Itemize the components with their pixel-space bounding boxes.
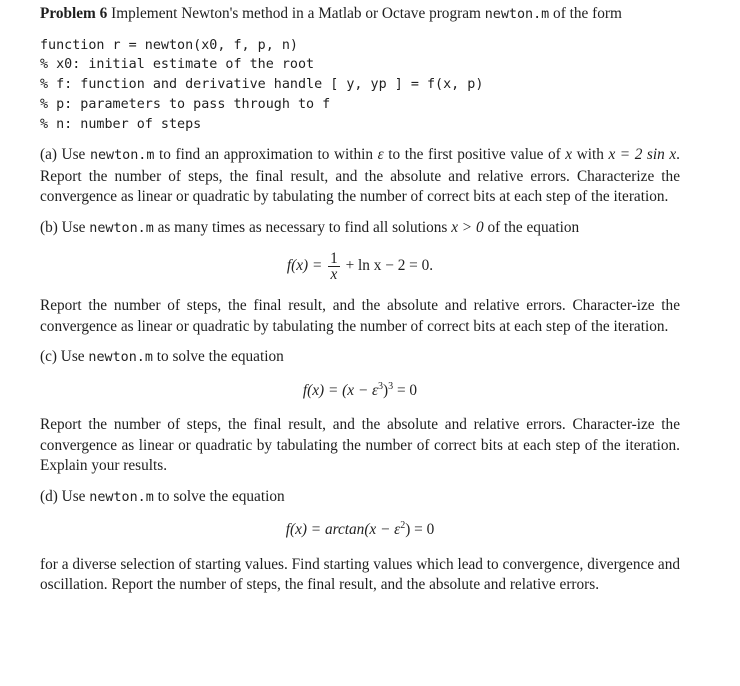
part-a-text: to find an approximation to within [159, 146, 374, 164]
part-d-text: to solve the equation [157, 487, 285, 505]
part-a-text: to the first positive value of [388, 146, 561, 164]
part-c-label: (c) Use [40, 348, 85, 366]
part-c [40, 347, 680, 369]
problem-statement [40, 4, 680, 26]
part-c-text: to solve the equation [156, 348, 284, 366]
part-a-text: with [576, 146, 604, 164]
part-a-filename: newton.m [89, 148, 155, 164]
variable-x: x [565, 146, 573, 164]
exponent: 3 [388, 380, 394, 392]
part-b-filename: newton.m [89, 220, 154, 236]
part-c-instructions: Report the number of steps, the final result, and the absolute and relative errors. Character-ize the convergence as linear or quadratic by tabulating the number of correct bits at each step of the iteration. Explain your results. [40, 416, 680, 475]
part-a-label: (a) Use [40, 146, 86, 164]
part-d-label: (d) Use [40, 487, 86, 505]
equation-lhs: f(x) = [286, 257, 323, 275]
code-line: % p: parameters to pass through to f [40, 96, 331, 112]
problem-intro-tail: of the form [553, 5, 622, 22]
equation-part: = 0 [393, 381, 418, 399]
equation-part: ) [383, 381, 389, 399]
part-c-filename: newton.m [88, 350, 153, 366]
part-b-text: of the equation [487, 218, 580, 236]
part-b-equation [40, 251, 680, 282]
part-a [40, 145, 680, 208]
part-c-equation [40, 381, 680, 402]
problem-document [40, 4, 680, 596]
part-a-instructions: . Report the number of steps, the final result, and the absolute and relative errors. Characterize the convergence as linear or quadratic by tabulating the number of correct bits at each step of the iteration. [40, 146, 680, 206]
part-d-equation [40, 520, 680, 541]
part-b [40, 218, 680, 240]
code-line: function r = newton(x0, f, p, n) [40, 37, 298, 53]
part-d [40, 487, 680, 509]
exponent: 2 [400, 520, 406, 532]
code-line: % f: function and derivative handle [ y, yp ] = f(x, p) [40, 77, 484, 93]
equation-part: f(x) = arctan(x − ε [285, 521, 401, 539]
equation-part: f(x) = (x − ε [302, 381, 379, 399]
part-b-condition: x > 0 [451, 218, 484, 236]
part-b-text: as many times as necessary to find all solutions [157, 218, 448, 236]
epsilon-symbol: ε [377, 146, 384, 164]
part-b-instructions: Report the number of steps, the final result, and the absolute and relative errors. Character-ize the convergence as linear or quadratic by tabulating the number of correct bits at each step of the iteration. [40, 297, 680, 335]
code-line: % n: number of steps [40, 116, 202, 132]
code-block [40, 36, 680, 135]
code-line: % x0: initial estimate of the root [40, 57, 315, 73]
program-filename: newton.m [484, 7, 550, 22]
equation-part: ) = 0 [405, 521, 435, 539]
part-a-equation: x = 2 sin x [608, 146, 677, 164]
part-b-label: (b) Use [40, 218, 86, 236]
part-d-instructions: for a diverse selection of starting values. Find starting values which lead to convergence, divergence and oscillation. Report the number of steps, the final result, and the absolute and relative errors. [40, 555, 680, 594]
fraction-numerator: 1 [330, 250, 338, 268]
fraction [328, 251, 340, 282]
fraction-denominator: x [330, 266, 338, 284]
part-d-filename: newton.m [89, 489, 154, 505]
problem-heading: Problem 6 [40, 5, 108, 22]
exponent: 3 [378, 380, 384, 392]
equation-rhs: + ln x − 2 = 0. [345, 257, 434, 275]
problem-intro-text: Implement Newton's method in a Matlab or Octave program [111, 5, 481, 22]
